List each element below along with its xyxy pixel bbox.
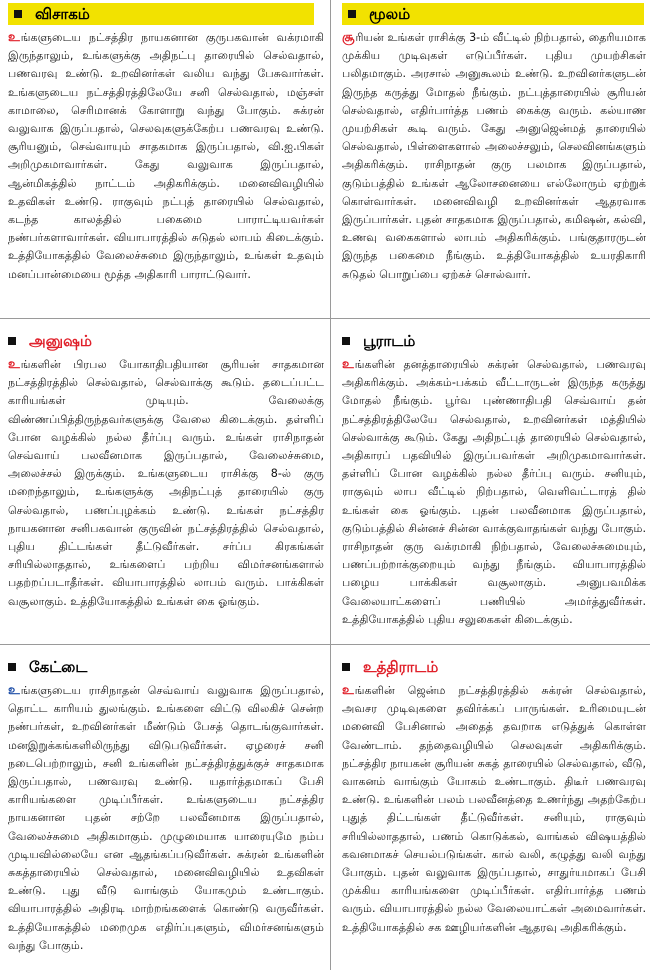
bullet-square-icon — [342, 337, 350, 345]
section-header — [342, 656, 646, 678]
column-divider — [330, 0, 331, 970]
section-text: சூ ரியன் உங்கள் ராசிக்கு 3-ம் வீட்டில் நிற்பதால், தைரியமாக முக்கிய முடிவுகள் எடுப்பீர்கள். புதிய முயற்சிகள் பலிதமாகும். அரசால் அனுகூலம் உண்டு. உறவினர்களுடன் இருந்த கருத்து மோதல் நீங்கும். நட்புத்தாரையில் சூரியன் செல்வதால், எதிர்பார்த்த பணம் கைக்கு வரும். கல்யாண முயற்சிகள் கூடி வரும். கேது அனுஜென்மத் தாரையில் செல்வதால், பிள்ளைகளால் அலைச்சலும், செலவினங்களும் அதிகரிக்கும். ராசிநாதன் குரு பலமாக இருப்பதால், குடும்பத்தில் உங்கள் ஆலோசனையை எல்லோரும் ஏற்றுக் கொள்வார்கள். மனைவிவழி உறவினர்கள் ஆதரவாக இருப்பார்கள். புதன் சாதகமாக இருப்பதால், கமிஷன், கல்வி, உணவு வகைகளால் லாபம் அதிகரிக்கும். பங்குதாரருடன் இருந்த பகைமை நீங்கும். உத்தியோகத்தில் உயரதிகாரி சுடுதல் பொறுப்பை ஏற்கச் சொல்வார். — [342, 30, 646, 281]
drop-letter: உ — [8, 357, 20, 372]
section-text: உ ங்களின் ஜென்ம நட்சத்திரத்தில் சுக்ரன் செல்வதால், அவசர முடிவுகளை தவிர்க்கப் பாருங்கள். உரிமையுடன் மனைவி பேசினால் அதைத் தவறாக எடுத்துக் கொள்ள வேண்டாம். தந்தைவழியில் செலவுகள் அதிகரிக்கும். நட்சத்திர நாயகன் சூரியன் சுகத் தாரையில் செல்வதால், வீடு, வாகனம் வாங்கும் யோகம் உண்டாகும். திடீர் பணவரவு உண்டு. உங்களின் பலம் பலவீனத்தை உணர்ந்து அதற்கேற்ப புதுத் திட்டங்கள் தீட்டுவீர்கள். சனியும், ராகுவும் சரியில்லாததால், பணம் கொடுக்கல், வாங்கல் விஷயத்தில் கவனமாகச் செயல்படுங்கள். கால் வலி, கழுத்து வலி வந்து போகும். புதன் வலுவாக இருப்பதால், சாதுர்யமாகப் பேசி முக்கிய காரியங்களை முடிப்பீர்கள். எதிர்பார்த்த பணம் வரும். வியாபாரத்தில் நல்ல வேலையாட்கள் அமைவார்கள். உத்தியோகத்தில் சக ஊழியர்களின் ஆதரவு அதிகரிக்கும். — [342, 683, 646, 934]
bullet-square-icon — [14, 10, 22, 18]
drop-letter: சூ — [342, 30, 355, 45]
section-header — [342, 3, 644, 25]
bullet-square-icon — [348, 10, 356, 18]
section-pooradam — [332, 320, 650, 644]
section-visakam — [0, 0, 330, 318]
section-title: விசாகம் — [35, 5, 90, 23]
drop-letter: உ — [342, 357, 354, 372]
section-header — [8, 3, 314, 25]
section-text: உ ங்களின் பிரபல யோகாதிபதியான சூரியன் சாதகமான நட்சத்திரத்தில் செல்வதால், செல்வாக்கு கூடும். தடைப்பட்ட காரியங்கள் முடியும். வேலைக்கு விண்ணப்பித்திருந்தவர்களுக்கு வேலை கிடைக்கும். தள்ளிப் போன வழக்கில் நல்ல தீர்ப்பு வரும். உங்கள் ராசிநாதன் செவ்வாய் பலவீனமாக இருப்பதால், வேலைச்சுமை, அலைச்சல் இருக்கும். உங்களுடைய ராசிக்கு 8-ல் குரு மறைந்தாலும், உங்களுக்கு அதிநட்புத் தாரையில் குரு செல்வதால், பணப்புழக்கம் உண்டு. உங்கள் நட்சத்திர நாயகனான சனிபகவான் குருவின் நட்சத்திரத்தில் செல்வதால், புதிய திட்டங்கள் தீட்டுவீர்கள். சர்ப்ப கிரகங்கள் சரியில்லாததால், உங்களைப் பற்றிய விமர்சனங்களால் பதற்றப்படாதீர்கள். வியாபாரத்தில் லாபம் வரும். பாக்கிகள் வசூலாகும். உத்தியோகத்தில் உங்கள் கை ஓங்கும். — [8, 357, 324, 608]
section-header — [8, 656, 324, 678]
row-divider — [0, 318, 650, 319]
section-moolam — [332, 0, 650, 318]
section-title: உத்திராடம் — [363, 658, 439, 676]
row-divider — [0, 644, 650, 645]
section-header — [342, 330, 646, 352]
bullet-square-icon — [8, 663, 16, 671]
section-text: உ ங்களுடைய ராசிநாதன் செவ்வாய் வலுவாக இருப்பதால், தொட்ட காரியம் துலங்கும். உங்களை விட்டு விலகிச் சென்ற நண்பர்கள், உறவினர்கள் மீண்டும் பேசத் தொடங்குவார்கள். மனஇறுக்கங்களிலிருந்து விடுபடுவீர்கள். ஏழரைச் சனி நடைபெற்றாலும், சனி உங்களின் நட்சத்திரத்துக்குச் சாதகமாக இருப்பதால், பணவரவு உண்டு. யதார்த்தமாகப் பேசி காரியங்களை முடிப்பீர்கள். உங்களுடைய நட்சத்திர நாயகனான புதன் சற்றே பலவீனமாக இருப்பதால், வேலைச்சுமை அதிகமாகும். முழுமையாக யாரையுமே நம்ப முடியவில்லையே என ஆதங்கப்படுவீர்கள். சுக்ரன் உங்களின் சுகத்தாரையில் செல்வதால், மனைவிவழியில் உதவிகள் உண்டு. புது வீடு வாங்கும் யோகமும் உண்டாகும். வியாபாரத்தில் அதிரடி மாற்றங்களைக் கொண்டு வருவீர்கள். உத்தியோகத்தில் மறைமுக எதிர்ப்புகளும், விமர்சனங்களும் வந்து போகும். — [8, 683, 324, 952]
drop-letter: உ — [8, 30, 20, 45]
section-title: மூலம் — [369, 5, 411, 23]
section-text: உ ங்களுடைய நட்சத்திர நாயகனான குருபகவான் வக்ரமாகி இருந்தாலும், உங்களுக்கு அதிநட்பு தாரையில் செல்வதால், பணவரவு உண்டு. உறவினர்கள் வலிய வந்து பேசுவார்கள். உங்களுடைய நட்சத்திரத்திலேயே சனி செல்வதால், மஞ்சள் காமாலை, செரிமானக் கோளாறு வந்து போகும். சுக்ரன் வலுவாக இருப்பதால், செலவுகளுக்கேற்ப பணவரவு உண்டு. சூரியனும், செவ்வாயும் சாதகமாக இருப்பதால், வி.ஐ.பிகள் அறிமுகமாவார்கள். கேது வலுவாக இருப்பதால், ஆன்மிகத்தில் நாட்டம் அதிகரிக்கும். மனைவிவழியில் உதவிகள் உண்டு. ராகுவும் நட்புத் தாரையில் செல்வதால், கடந்த காலத்தில் பகைமை பாராட்டியவர்கள் நண்பர்களாவார்கள். வியாபாரத்தில் சுடுதல் லாபம் கிடைக்கும். உத்தியோகத்தில் வேலைச்சுமை இருந்தாலும், உங்கள் உதவும் மனப்பான்மையை மூத்த அதிகாரி பாராட்டுவார். — [8, 30, 324, 281]
bullet-square-icon — [8, 337, 16, 345]
drop-letter: உ — [342, 683, 354, 698]
section-text: உ ங்களின் தனத்தாரையில் சுக்ரன் செல்வதால், பணவரவு அதிகரிக்கும். அக்கம்-பக்கம் வீட்டாருடன் இருந்த கருத்து மோதல் நீங்கும். பூர்வ புண்ணாதிபதி செவ்வாய் தன் நட்சத்திரத்திலேயே செல்வதால், உறவினர்கள் மத்தியில் செல்வாக்கு கூடும். கேது அதிநட்புத் தாரையில் செல்வதால், அதிகாரப் பதவியில் இருப்பவர்கள் அறிமுகமாவார்கள். தள்ளிப் போன வழக்கில் நல்ல தீர்ப்பு வரும். சனியும், ராகுவும் லாப வீட்டில் நிற்பதால், வெளிவட்டாரத் தில் உங்கள் கை ஓங்கும். புதன் பலவீனமாக இருப்பதால், குடும்பத்தில் சின்னச் சின்ன வாக்குவாதங்கள் வந்து போகும். ராசிநாதன் குரு வக்ரமாகி நிற்பதால், வேலைச்சுமையும், பணப்பற்றாக்குறையும் வந்து நீங்கும். வியாபாரத்தில் பழைய பாக்கிகள் வசூலாகும். அனுபவமிக்க வேலையாட்களைப் பணியில் அமர்த்துவீர்கள். உத்தியோகத்தில் புதிய சலுகைகள் கிடைக்கும். — [342, 357, 646, 626]
section-title: கேட்டை — [29, 658, 88, 676]
drop-letter: உ — [8, 683, 20, 698]
section-uthiradam — [332, 646, 650, 970]
section-title: அனுஷம் — [29, 332, 92, 350]
section-title: பூராடம் — [363, 332, 416, 350]
bullet-square-icon — [342, 663, 350, 671]
section-header — [8, 330, 324, 352]
section-kettai — [0, 646, 330, 970]
section-anusham — [0, 320, 330, 644]
